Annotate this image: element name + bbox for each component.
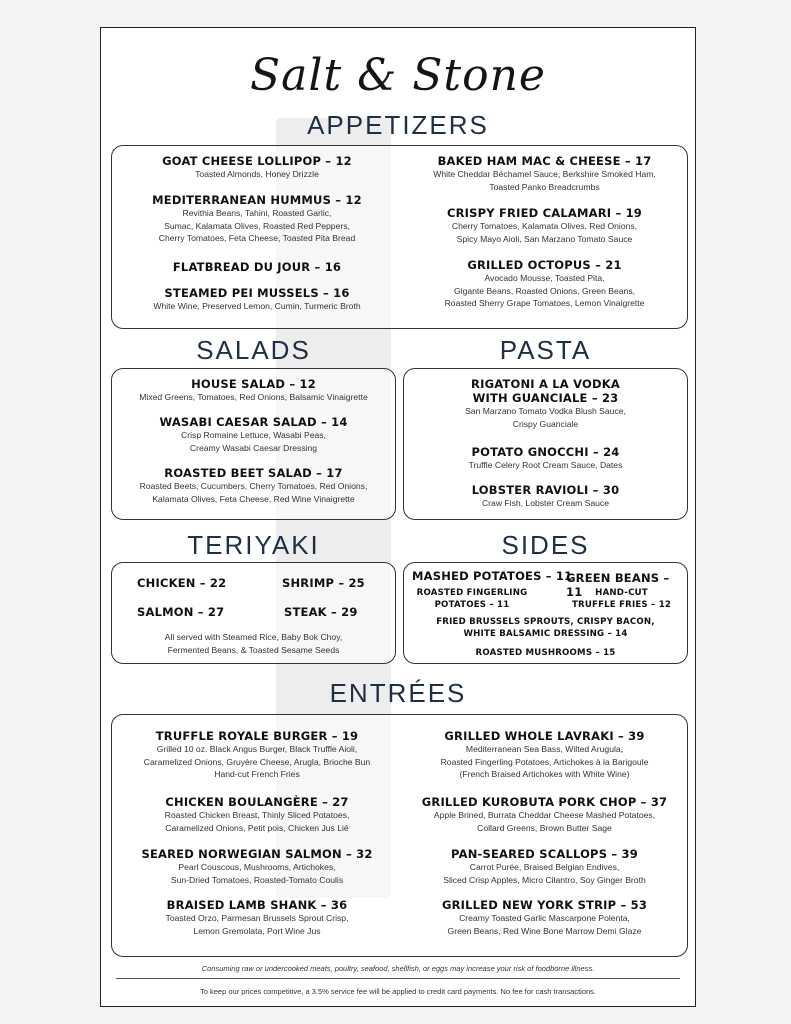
item-desc: Kalamata Olives, Feta Cheese, Red Wine Vinaigrette: [152, 493, 355, 504]
item-desc: Grilled 10 oz. Black Angus Burger, Black Truffle Aioli,: [156, 744, 358, 754]
sides-box: [403, 562, 688, 664]
menu-item: [402, 729, 687, 781]
item-desc: Toasted Panko Breadcrumbs: [489, 181, 600, 192]
item-desc: San Marzano Tomato Vodka Blush Sauce,: [465, 406, 626, 416]
item-desc: Green Beans, Red Wine Bone Marrow Demi Glaze: [447, 925, 642, 936]
teriyaki-box: [111, 562, 396, 664]
item-name: STEAMED PEI MUSSELS – 16: [164, 286, 350, 300]
item-desc: Roasted Fingerling Potatoes, Artichokes à la Barigoule: [440, 756, 649, 767]
note-line: All served with Steamed Rice, Baby Bok Choy,: [164, 632, 343, 642]
item-desc: Cherry Tomatoes, Feta Cheese, Toasted Pita Bread: [158, 233, 356, 243]
item-desc: Collard Greens, Brown Butter Sage: [477, 822, 612, 833]
item-name: HOUSE SALAD – 12: [191, 377, 316, 391]
menu-item: [402, 898, 687, 937]
item-name: WITH GUANCIALE – 23: [472, 391, 619, 405]
item-name: BAKED HAM MAC & CHEESE – 17: [437, 154, 652, 168]
side-green-beans: GREEN BEANS – 11: [566, 571, 670, 599]
item-name: GRILLED NEW YORK STRIP – 53: [441, 898, 648, 912]
food-safety-warning: Consuming raw or undercooked meats, poultry, seafood, shellfish, or eggs may increase your risk of foodborne illness.: [201, 964, 595, 973]
item-desc: Pearl Couscous, Mushrooms, Artichokes,: [178, 862, 336, 872]
item-name: SEARED NORWEGIAN SALMON – 32: [141, 847, 373, 861]
item-desc: Gigante Beans, Roasted Onions, Green Beans,: [453, 285, 636, 296]
menu-item: [112, 729, 402, 781]
menu-item: [404, 483, 687, 510]
section-title-appetizers: APPETIZERS: [307, 110, 489, 140]
menu-item: [402, 258, 687, 310]
side-line: WHITE BALSAMIC DRESSING – 14: [463, 629, 628, 639]
teriyaki-chicken: CHICKEN – 22: [137, 576, 227, 590]
note-line: Fermented Beans, & Toasted Sesame Seeds: [167, 644, 340, 655]
section-title-salads: SALADS: [196, 335, 311, 365]
item-name: CRISPY FRIED CALAMARI – 19: [446, 206, 643, 220]
side-roasted-mushrooms: [404, 647, 687, 659]
item-desc: Hand-cut French Fries: [214, 769, 300, 779]
item-desc: White Cheddar Béchamel Sauce, Berkshire Smoked Ham,: [433, 169, 656, 179]
item-desc: Roasted Sherry Grape Tomatoes, Lemon Vinaigrette: [444, 298, 645, 308]
item-desc: Toasted Orzo, Parmesan Brussels Sprout Crisp,: [165, 913, 349, 923]
item-name: GRILLED OCTOPUS – 21: [467, 258, 622, 272]
item-desc: Cherry Tomatoes, Kalamata Olives, Red Onions,: [451, 221, 638, 231]
item-name: MEDITERRANEAN HUMMUS – 12: [152, 193, 362, 207]
side-fingerling-potatoes: [412, 587, 532, 611]
item-desc: Truffle Celery Root Cream Sauce, Dates: [468, 460, 623, 470]
item-name: POTATO GNOCCHI – 24: [471, 445, 620, 459]
item-desc: Sliced Crisp Apples, Micro Cilantro, Soy Ginger Broth: [443, 874, 646, 885]
side-brussels-sprouts: [404, 616, 687, 640]
item-name: GRILLED KUROBUTA PORK CHOP – 37: [421, 795, 668, 809]
side-line: ROASTED MUSHROOMS – 15: [475, 648, 616, 658]
item-desc: Mediterranean Sea Bass, Wilted Arugula,: [465, 744, 624, 754]
side-truffle-fries: [559, 587, 684, 611]
menu-item: [402, 847, 687, 886]
item-desc: Caramelized Onions, Gruyère Cheese, Arugla, Brioche Bun: [143, 756, 371, 767]
side-line: HAND-CUT: [595, 588, 648, 598]
menu-item: [112, 847, 402, 886]
item-desc: Crisp Romaine Lettuce, Wasabi Peas,: [181, 430, 326, 440]
item-desc: Roasted Chicken Breast, Thinly Sliced Potatoes,: [164, 810, 350, 820]
teriyaki-shrimp: SHRIMP – 25: [282, 576, 365, 590]
item-desc: Craw Fish, Lobster Cream Sauce: [481, 498, 610, 508]
teriyaki-steak: STEAK – 29: [284, 605, 358, 619]
item-desc: Creamy Toasted Garlic Mascarpone Polenta,: [459, 913, 630, 923]
section-title-sides: SIDES: [501, 530, 590, 560]
teriyaki-note: [112, 631, 395, 656]
menu-item: [112, 193, 402, 245]
item-desc: Apple Brined, Burrata Cheddar Cheese Mashed Potatoes,: [433, 810, 656, 820]
appetizers-box: [111, 145, 688, 329]
menu-item: [402, 206, 687, 245]
menu-item: [404, 445, 687, 472]
item-desc: Sun-Dried Tomatoes, Roasted-Tomato Coulis: [170, 874, 344, 885]
item-name: BRAISED LAMB SHANK – 36: [166, 898, 348, 912]
item-desc: Avocado Mousse, Toasted Pita,: [484, 273, 605, 283]
item-name: TRUFFLE ROYALE BURGER – 19: [155, 729, 359, 743]
section-title-teriyaki: TERIYAKI: [187, 530, 320, 560]
item-name: RIGATONI A LA VODKA: [471, 377, 620, 391]
item-name: PAN-SEARED SCALLOPS – 39: [451, 847, 638, 861]
item-name: FLATBREAD DU JOUR – 16: [172, 260, 342, 274]
item-desc: (French Braised Artichokes with White Wine): [459, 769, 630, 779]
teriyaki-salmon: SALMON – 27: [137, 605, 225, 619]
menu-item: [112, 795, 402, 834]
menu-item: [112, 260, 402, 274]
item-desc: Lemon Gremolata, Port Wine Jus: [193, 925, 321, 936]
item-desc: Sumac, Kalamata Olives, Roasted Red Peppers,: [164, 220, 350, 231]
menu-item: [112, 154, 402, 181]
menu-item: [112, 286, 402, 313]
side-mashed-potatoes: MASHED POTATOES – 11: [412, 569, 573, 583]
section-title-entrees: ENTRÉES: [329, 678, 467, 708]
item-desc: Spicy Mayo Aioli, San Marzano Tomato Sauce: [456, 233, 633, 244]
item-name: WASABI CAESAR SALAD – 14: [159, 415, 348, 429]
pasta-box: [403, 368, 688, 520]
side-line: FRIED BRUSSELS SPROUTS, CRISPY BACON,: [436, 617, 655, 627]
section-title-pasta: PASTA: [499, 335, 592, 365]
item-desc: Revithia Beans, Tahini, Roasted Garlic,: [182, 208, 332, 218]
service-fee-note: To keep our prices competitive, a 3.5% service fee will be applied to credit card payments. No fee for cash transactions.: [199, 987, 597, 996]
menu-page: [100, 27, 696, 1007]
item-name: ROASTED BEET SALAD – 17: [164, 466, 343, 480]
item-name: GRILLED WHOLE LAVRAKI – 39: [444, 729, 645, 743]
item-name: CHICKEN BOULANGÈRE – 27: [165, 795, 349, 809]
menu-item: [402, 795, 687, 834]
side-line: ROASTED FINGERLING: [416, 588, 528, 598]
footer-divider: [116, 978, 680, 979]
menu-item: [112, 377, 395, 404]
menu-item: [112, 415, 395, 454]
item-desc: Crispy Guanciale: [512, 418, 579, 429]
item-name: LOBSTER RAVIOLI – 30: [471, 483, 620, 497]
menu-item: [112, 466, 395, 505]
item-desc: Caramelized Onions, Petit pois, Chicken Jus Lié: [165, 822, 349, 833]
item-desc: Toasted Almonds, Honey Drizzle: [195, 169, 319, 179]
restaurant-title: Salt & Stone: [250, 50, 546, 101]
item-desc: White Wine, Preserved Lemon, Cumin, Turmeric Broth: [153, 301, 361, 311]
item-desc: Mixed Greens, Tomatoes, Red Onions, Balsamic Vinaigrette: [139, 392, 368, 402]
salads-box: [111, 368, 396, 520]
side-line: POTATOES – 11: [434, 600, 510, 610]
entrees-box: [111, 714, 688, 957]
item-name: GOAT CHEESE LOLLIPOP – 12: [162, 154, 352, 168]
menu-item: [404, 377, 687, 430]
item-desc: Creamy Wasabi Caesar Dressing: [189, 442, 318, 453]
menu-item: [112, 898, 402, 937]
item-desc: Roasted Beets, Cucumbers, Cherry Tomatoes, Red Onions,: [139, 481, 368, 491]
menu-item: [402, 154, 687, 193]
item-desc: Carrot Purée, Braised Belgian Endives,: [469, 862, 620, 872]
side-line: TRUFFLE FRIES – 12: [571, 600, 672, 610]
